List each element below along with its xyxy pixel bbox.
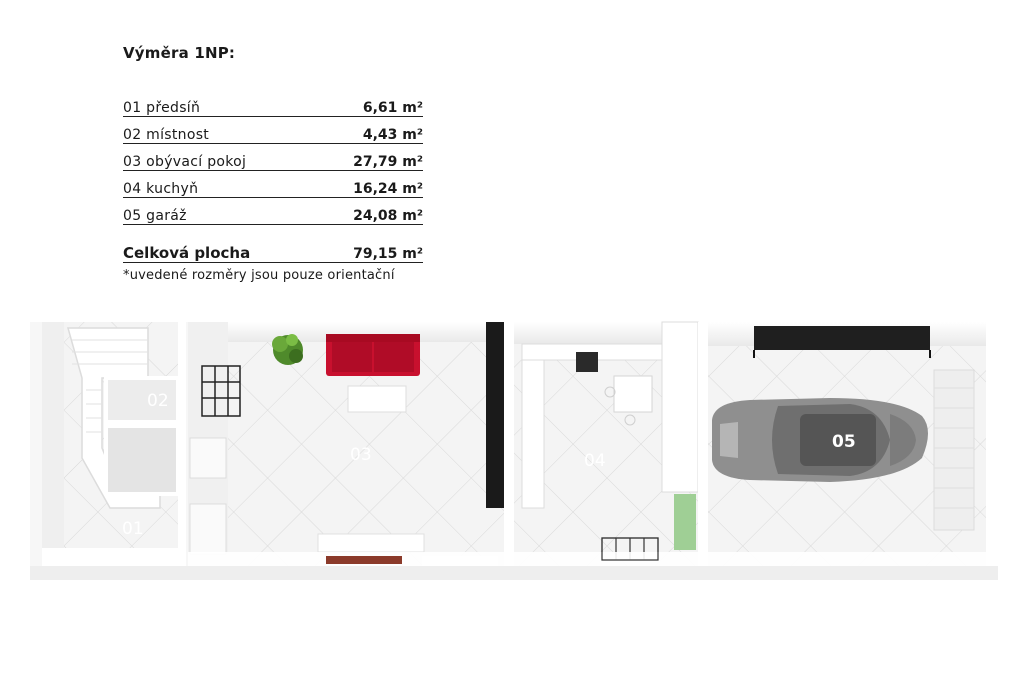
room-area: 24,08 m² <box>353 208 423 224</box>
room-label-05: 05 <box>832 432 856 452</box>
area-row <box>123 171 423 198</box>
total-area-value: 79,15 m² <box>353 246 423 262</box>
room-label-02: 02 <box>147 391 169 411</box>
kitchen-counter-side <box>522 360 544 508</box>
kitchen-door <box>674 494 696 550</box>
area-table <box>123 90 423 225</box>
sofa <box>326 334 420 376</box>
room-area: 27,79 m² <box>353 154 423 170</box>
garage-door <box>934 370 974 530</box>
area-row <box>123 198 423 225</box>
total-area-row <box>123 242 423 263</box>
disclaimer-note: *uvedené rozměry jsou pouze orientační <box>123 268 395 283</box>
area-row <box>123 117 423 144</box>
room-03 <box>188 322 504 566</box>
room-name: 03 obývací pokoj <box>123 154 247 170</box>
room-04 <box>514 322 698 566</box>
car <box>712 398 928 482</box>
room-label-04: 04 <box>584 451 606 471</box>
room-name: 01 předsíň <box>123 100 201 116</box>
total-area-label: Celková plocha <box>123 244 251 262</box>
area-row <box>123 144 423 171</box>
room-name: 04 kuchyň <box>123 181 199 197</box>
coffee-table <box>348 386 406 412</box>
room-area: 6,61 m² <box>362 100 423 116</box>
room-01-02 <box>42 322 186 566</box>
area-row <box>123 90 423 117</box>
area-summary-title: Výměra 1NP: <box>123 44 236 62</box>
room-label-03: 03 <box>350 445 372 465</box>
room-area: 16,24 m² <box>353 181 423 197</box>
floor-plan <box>30 308 998 580</box>
room-name: 05 garáž <box>123 208 187 224</box>
room-label-01: 01 <box>122 519 144 539</box>
tv-wall-unit <box>486 322 504 508</box>
room-area: 4,43 m² <box>362 127 423 143</box>
room-name: 02 místnost <box>123 127 210 143</box>
